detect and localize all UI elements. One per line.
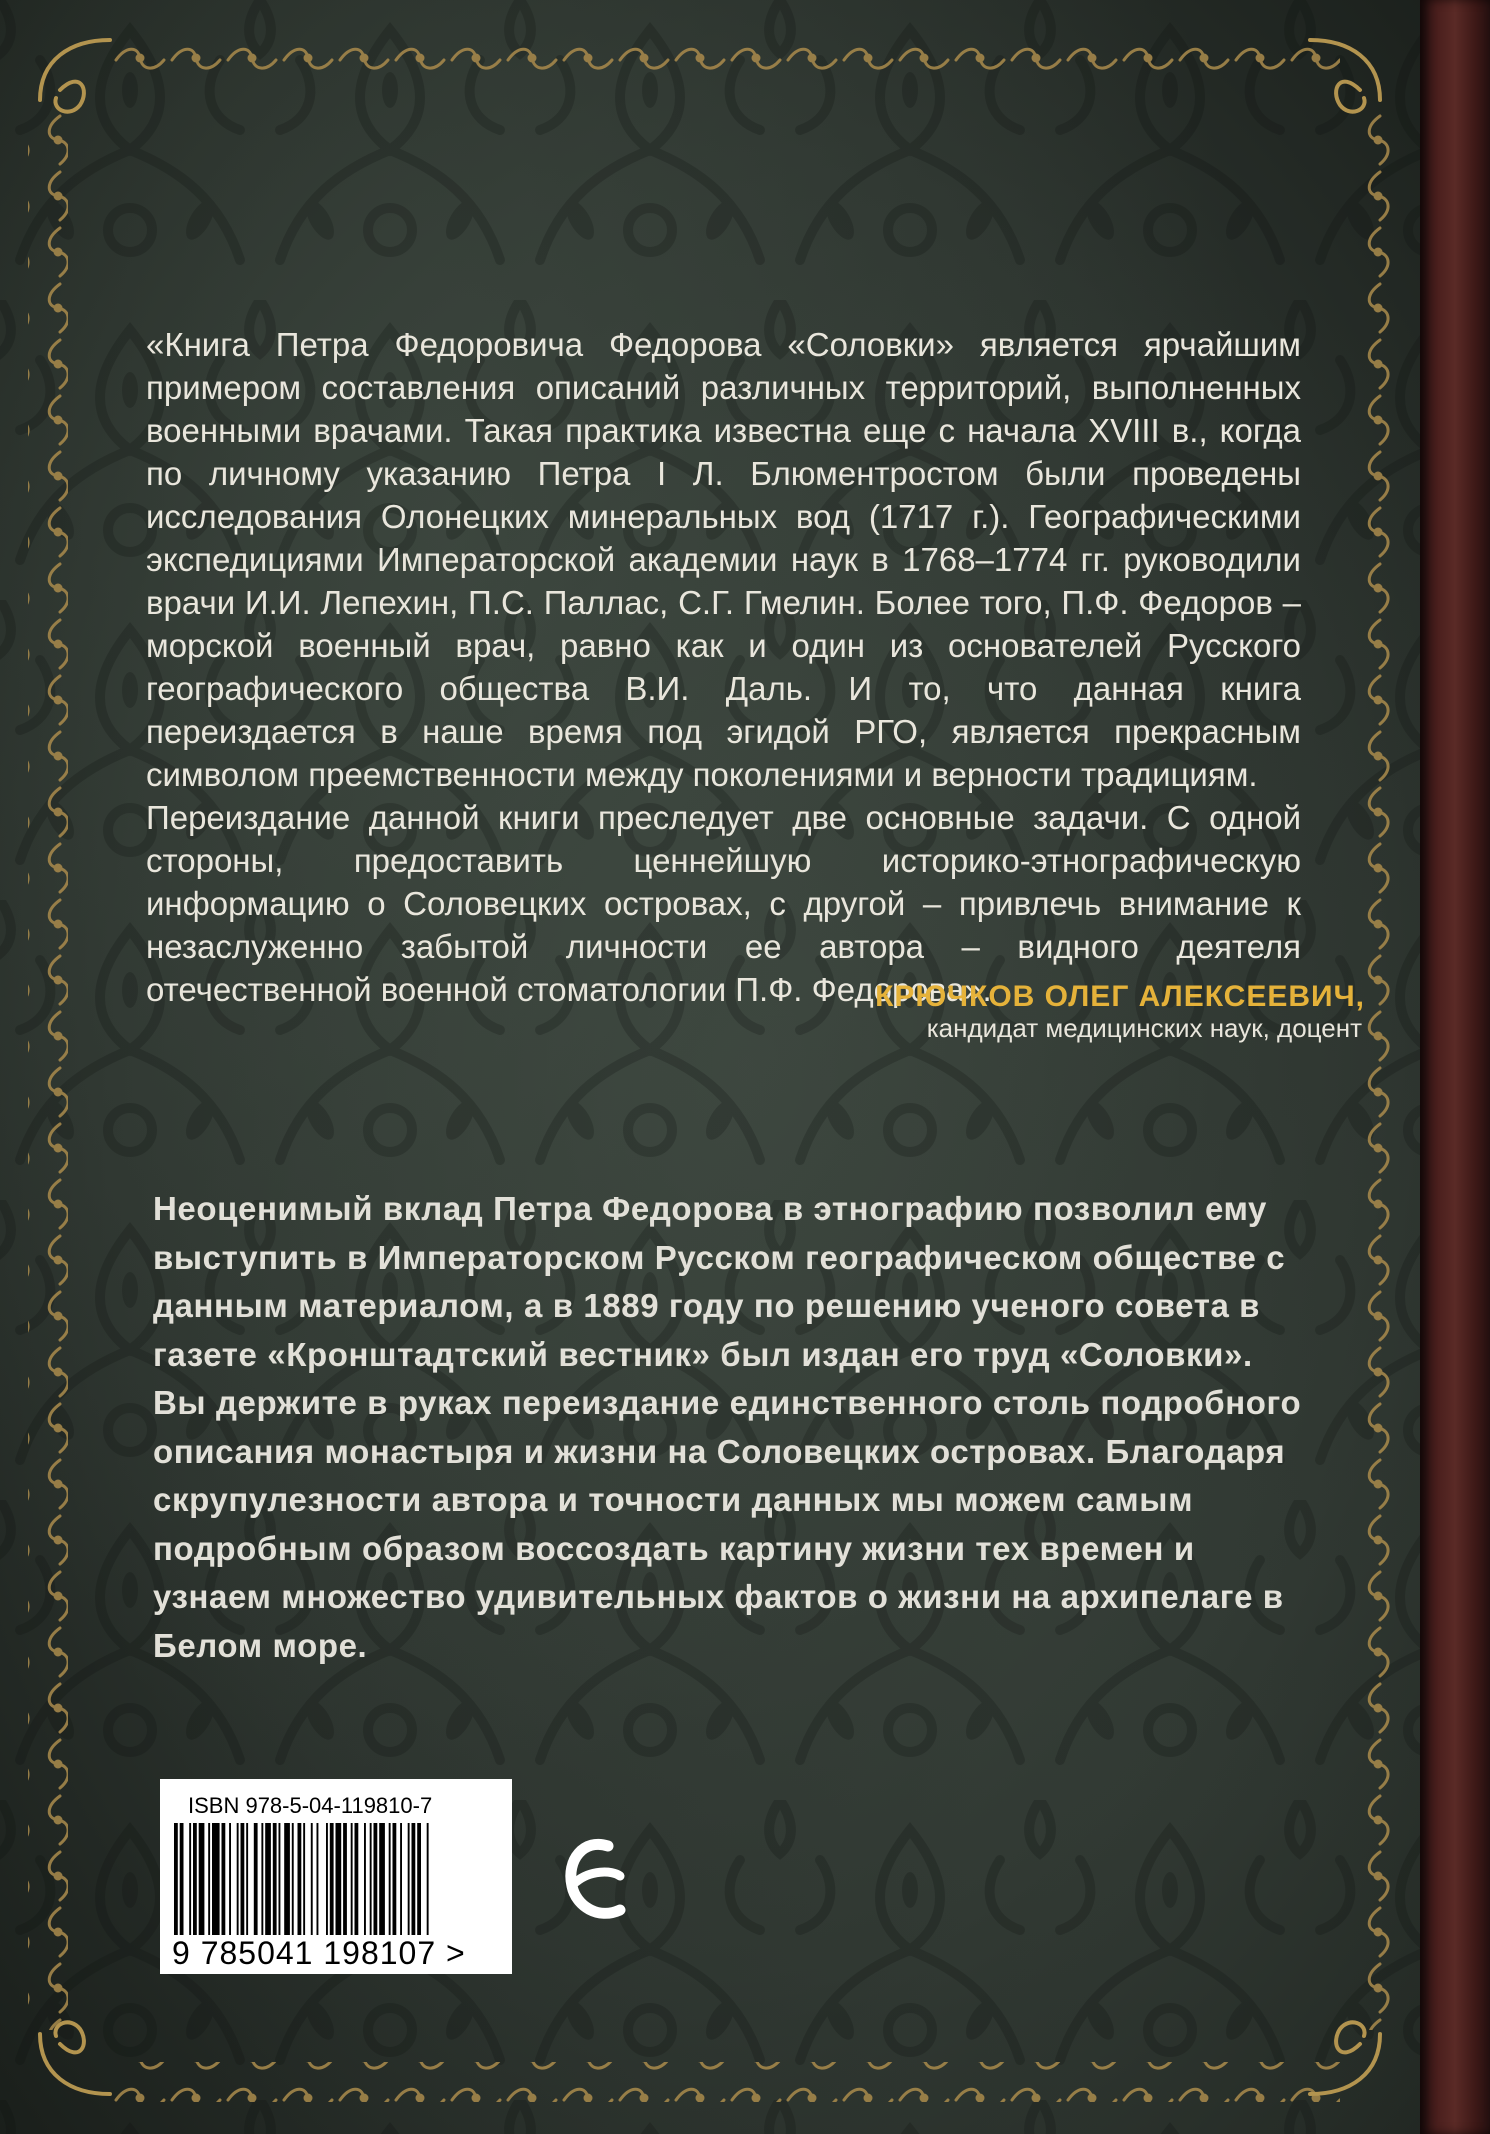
barcode-bar bbox=[311, 1823, 313, 1935]
barcode-bar bbox=[292, 1823, 294, 1935]
barcode-bar bbox=[374, 1823, 378, 1935]
barcode-bar bbox=[265, 1823, 271, 1935]
barcode-bar bbox=[389, 1823, 391, 1935]
barcode-bar bbox=[317, 1823, 319, 1935]
barcode-bar bbox=[193, 1823, 197, 1935]
eksmo-e-logo-icon bbox=[562, 1830, 626, 1926]
barcode-bar bbox=[254, 1823, 258, 1935]
barcode-bar bbox=[351, 1823, 353, 1935]
barcode-bar bbox=[330, 1823, 334, 1935]
barcode-bar bbox=[180, 1823, 184, 1935]
barcode-bar bbox=[241, 1823, 245, 1935]
barcode-bar bbox=[237, 1823, 239, 1935]
barcode-bars bbox=[172, 1823, 500, 1935]
barcode-bar bbox=[379, 1823, 385, 1935]
barcode-bar bbox=[229, 1823, 231, 1935]
barcode-bar bbox=[343, 1823, 347, 1935]
barcode-bar bbox=[212, 1823, 220, 1935]
barcode-bar bbox=[336, 1823, 342, 1935]
quote-paragraph-2: Переиздание данной книги преследует две основные задачи. С одной стороны, предоставить ценнейшую историко-этнографическую информацию о Соловецких островах, с другой – привлечь внимание к незаслуженно забытой личности ее автора – видного деятеля отечественной военной стоматологии П.Ф. Федорова». bbox=[146, 799, 1301, 1008]
book-description: Неоценимый вклад Петра Федорова в этнографию позволил ему выступить в Императорском Русском географическом обществе с данным материалом, а в 1889 году по решению ученого совета в газете «Кронштадтский вестник» был издан его труд «Соловки». Вы держите в руках переиздание единственного столь подробного описания монастыря и жизни на Соловецких островах. Благодаря скрупулезности автора и точности данных мы можем самым подробным образом воссоздать картину жизни тех времен и узнаем множество удивительных фактов о жизни на архипелаге в Белом море. bbox=[153, 1190, 1302, 1664]
barcode-bar bbox=[427, 1823, 429, 1935]
barcode-bar bbox=[412, 1823, 416, 1935]
barcode-bar bbox=[208, 1823, 210, 1935]
isbn-label: ISBN 978-5-04-119810-7 bbox=[188, 1793, 433, 1818]
barcode-bar bbox=[393, 1823, 397, 1935]
barcode-bar bbox=[246, 1823, 248, 1935]
barcode-bar bbox=[400, 1823, 402, 1935]
barcode-bar bbox=[417, 1823, 421, 1935]
review-quote bbox=[146, 323, 1301, 1011]
quote-paragraph-1: «Книга Петра Федоровича Федорова «Соловки» является ярчайшим примером составления описаний различных территорий, выполненных военными врачами. Такая практика известна еще с начала XVIII в., когда по личному указанию Петра I Л. Блюментростом были проведены исследования Олонецких минеральных вод (1717 г.). Географическими экспедициями Императорской академии наук в 1768–1774 гг. руководили врачи И.И. Лепехин, П.С. Паллас, С.Г. Гмелин. Более того, П.Ф. Федоров – морской военный врач, равно как и один из основателей Русского географического общества В.И. Даль. И то, что данная книга переиздается в наше время под эгидой РГО, является прекрасным символом преемственности между поколениями и верности традициям. bbox=[146, 326, 1301, 793]
barcode-bar bbox=[355, 1823, 359, 1935]
barcode-bar bbox=[298, 1823, 302, 1935]
quote-author-credentials: кандидат медицинских наук, доцент bbox=[926, 1013, 1362, 1043]
quote-author-name: КРЮЧКОВ ОЛЕГ АЛЕКСЕЕВИЧ, bbox=[875, 980, 1365, 1013]
barcode-bar bbox=[222, 1823, 226, 1935]
barcode-bar bbox=[273, 1823, 277, 1935]
barcode-bar bbox=[364, 1823, 366, 1935]
barcode-bar bbox=[261, 1823, 263, 1935]
barcode-bar bbox=[326, 1823, 328, 1935]
isbn-barcode bbox=[160, 1779, 512, 1974]
barcode-bar bbox=[303, 1823, 305, 1935]
book-spine-edge bbox=[1420, 0, 1490, 2134]
barcode-bar bbox=[284, 1823, 290, 1935]
barcode-digits: 9 785041 198107 > bbox=[172, 1935, 466, 1971]
barcode-bar bbox=[189, 1823, 191, 1935]
barcode-bar bbox=[199, 1823, 205, 1935]
barcode-bar bbox=[408, 1823, 410, 1935]
barcode-bar bbox=[174, 1823, 178, 1935]
barcode-bar bbox=[370, 1823, 372, 1935]
barcode-bar bbox=[279, 1823, 281, 1935]
